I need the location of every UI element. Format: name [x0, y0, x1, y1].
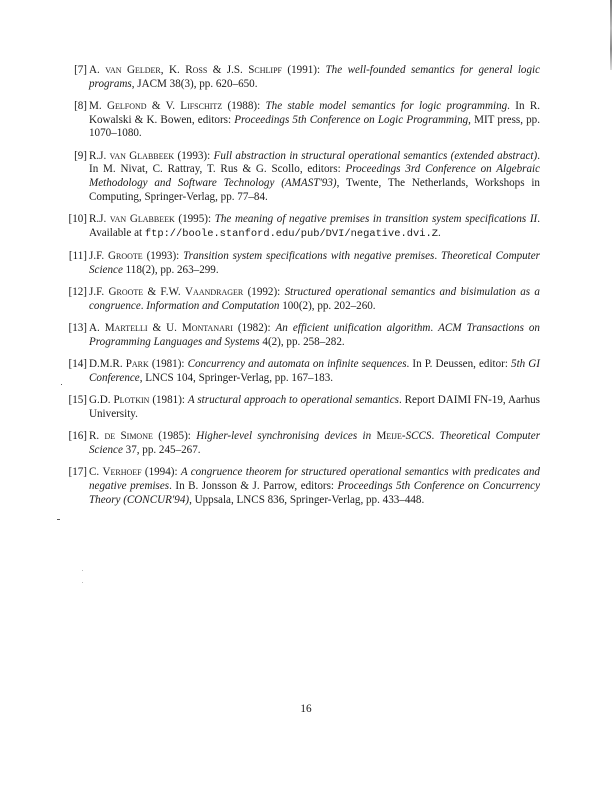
reference-text: , LNCS 104, Springer-Verlag, pp. 167–183.	[139, 371, 334, 384]
reference-text: .	[434, 250, 442, 263]
reference-number: [9]	[74, 149, 87, 162]
reference-text: . Available at	[89, 213, 540, 239]
reference-text: , JACM 38(3), pp. 620–650.	[131, 77, 258, 90]
reference-number: [16]	[68, 430, 87, 443]
reference-text: .	[437, 226, 441, 239]
author-name: van Glabbeek	[109, 149, 175, 162]
reference-text: , Uppsala, LNCS 836, Springer-Verlag, pp. 433–448.	[189, 493, 425, 506]
author-name: Montanari	[181, 322, 233, 335]
reference-text: & U.	[147, 322, 182, 335]
title-text: Higher-level synchronising devices in	[196, 430, 377, 443]
reference-text: (1982):	[232, 322, 276, 335]
author-name: Ross	[185, 64, 208, 76]
reference-text: 118(2), pp. 263–299.	[122, 263, 219, 276]
title-text: Theoretical Computer Science	[89, 250, 540, 276]
author-name: Schlipf	[248, 64, 282, 76]
reference-entry	[52, 286, 540, 313]
reference-number: [15]	[68, 394, 87, 407]
title-text: Proceedings 5th Conference on Concurrency Theory (CONCUR'94)	[89, 479, 540, 506]
reference-text: .	[140, 299, 147, 312]
url-text: ftp://boole.stanford.edu/pub/DVI/negative.dvi.Z	[144, 227, 438, 240]
reference-text: J.F.	[89, 286, 109, 299]
title-text: The stable model semantics for logic programming	[265, 100, 508, 112]
title-text: Theoretical Computer Science	[89, 430, 541, 456]
reference-number: [13]	[68, 322, 87, 335]
reference-text: (1981):	[148, 358, 188, 371]
reference-text: (1993):	[142, 250, 184, 263]
reference-text: A.	[89, 64, 106, 76]
page-number: 16	[300, 703, 312, 715]
title-text: Information and Computation	[146, 299, 280, 312]
reference-text: C.	[89, 466, 103, 479]
reference-number: [12]	[68, 286, 87, 299]
reference-text: 4(2), pp. 258–282.	[259, 335, 345, 348]
title-text: -SCCS	[401, 430, 432, 443]
title-text: Concurrency and automata on infinite sequences	[187, 358, 407, 371]
reference-text: . In M. Nivat, C. Rattray, T. Rus & G. Scollo, editors:	[89, 149, 540, 176]
reference-text: M.	[89, 100, 107, 112]
reference-entry	[52, 100, 540, 141]
title-text: Proceedings 3rd Conference on Algebraic Methodology and Software Technology (AMAST'93)	[89, 163, 541, 190]
reference-number: [14]	[68, 358, 87, 371]
reference-text: . In R. Kowalski & K. Bowen, editors:	[89, 100, 540, 126]
reference-entry	[52, 213, 540, 241]
reference-text: 100(2), pp. 202–260.	[279, 299, 376, 312]
reference-text: . In P. Deussen, editor:	[406, 358, 512, 371]
title-text: A structural approach to operational semantics	[187, 394, 399, 407]
reference-text: (1991):	[281, 64, 326, 76]
reference-text: . Report DAIMI FN-19, Aarhus University.	[89, 394, 540, 420]
author-name: Meije	[376, 430, 402, 443]
author-name: Vaandrager	[185, 286, 244, 299]
title-text: An efficient unification algorithm	[275, 322, 431, 335]
reference-text: & V.	[146, 100, 181, 112]
reference-text: (1994):	[141, 466, 181, 479]
reference-text: R.J.	[89, 149, 110, 162]
reference-text: R.J.	[89, 213, 110, 226]
reference-entry	[52, 64, 540, 91]
reference-text: R.	[89, 430, 105, 443]
author-name: Martelli	[104, 322, 148, 335]
reference-entry	[52, 358, 540, 385]
author-name: Park	[125, 358, 149, 371]
reference-text: 37, pp. 245–267.	[122, 443, 201, 456]
title-text: 5th GI Conference	[89, 358, 540, 384]
reference-number: [17]	[68, 466, 87, 479]
reference-entry	[52, 250, 540, 277]
reference-number: [8]	[74, 100, 87, 112]
author-name: de Simone	[104, 430, 153, 443]
reference-entry	[52, 466, 540, 507]
reference-text: D.M.R.	[89, 358, 126, 371]
title-text: The meaning of negative premises in transition system specifications II	[214, 213, 538, 226]
reference-text: & F.W.	[143, 286, 186, 299]
title-text: Structured operational semantics and bisimulation as a congruence	[89, 286, 540, 312]
scan-speck	[82, 582, 83, 583]
reference-text: , Twente, The Netherlands, Workshops in Computing, Springer-Verlag, pp. 77–84.	[89, 177, 540, 203]
reference-text: .	[430, 322, 439, 335]
title-text: Proceedings 5th Conference on Logic Programming	[234, 113, 469, 126]
reference-entry	[52, 322, 540, 349]
reference-text: (1992):	[243, 286, 285, 299]
author-name: Lifschitz	[180, 100, 223, 112]
reference-text: , MIT press, pp. 1070–1080.	[89, 113, 540, 140]
reference-text: (1981):	[149, 394, 188, 407]
reference-number: [7]	[74, 64, 87, 76]
reference-text: G.D.	[89, 394, 114, 407]
author-name: Groote	[108, 250, 143, 263]
title-text: A congruence theorem for structured operational semantics with predicates and negative premises	[89, 466, 540, 492]
reference-text: A.	[89, 322, 105, 335]
author-name: Verhoef	[102, 466, 142, 479]
scan-speck	[57, 519, 60, 520]
reference-text: .	[431, 430, 440, 443]
reference-text: (1995):	[174, 213, 215, 226]
author-name: Plotkin	[113, 394, 150, 407]
reference-text: (1985):	[152, 430, 197, 443]
reference-list	[52, 64, 540, 516]
reference-text: (1993):	[174, 149, 214, 162]
reference-entry	[52, 150, 540, 205]
author-name: Gelfond	[106, 100, 147, 112]
reference-entry	[52, 430, 540, 457]
author-name: van Glabbeek	[109, 213, 175, 226]
title-text: Full abstraction in structural operational semantics (extended abstract)	[213, 149, 538, 162]
title-text: ACM Transactions on Programming Languages and Systems	[89, 322, 540, 348]
reference-text: . In B. Jonsson & J. Parrow, editors:	[169, 479, 338, 492]
reference-number: [10]	[68, 213, 87, 226]
reference-number: [11]	[68, 250, 87, 263]
scan-speck	[82, 570, 83, 571]
author-name: van Gelder	[105, 64, 161, 76]
reference-text: J.F.	[89, 250, 109, 263]
author-name: Groote	[108, 286, 144, 299]
reference-text: & J.S.	[207, 64, 249, 76]
reference-entry	[52, 394, 540, 421]
title-text: Transition system specifications with negative premises	[183, 250, 435, 263]
reference-text: , K.	[160, 64, 186, 76]
title-text: The well-founded semantics for general logic programs	[89, 64, 541, 90]
reference-text: (1988):	[222, 100, 266, 112]
